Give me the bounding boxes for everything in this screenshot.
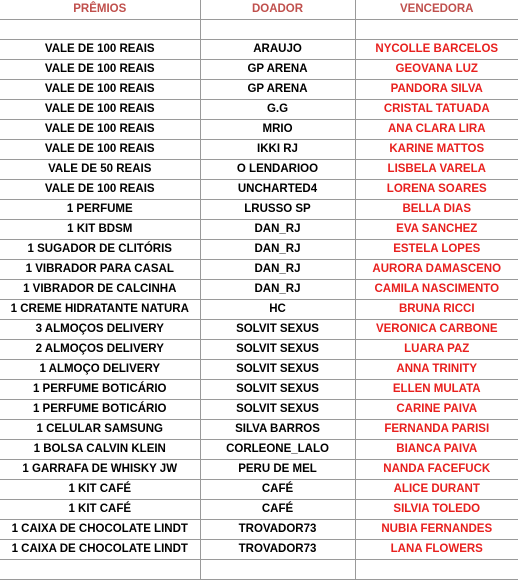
- premio-cell[interactable]: 1 CREME HIDRATANTE NATURA: [0, 299, 200, 319]
- header-premios[interactable]: PRÊMIOS: [0, 0, 200, 19]
- blank-row: [0, 559, 518, 579]
- table-row: [0, 339, 518, 359]
- doador-cell[interactable]: CORLEONE_LALO: [200, 439, 355, 459]
- vencedora-cell[interactable]: LUARA PAZ: [355, 339, 518, 359]
- doador-cell[interactable]: SILVA BARROS: [200, 419, 355, 439]
- vencedora-cell[interactable]: NUBIA FERNANDES: [355, 519, 518, 539]
- table-row: [0, 159, 518, 179]
- doador-cell[interactable]: SOLVIT SEXUS: [200, 359, 355, 379]
- premio-cell[interactable]: 1 KIT BDSM: [0, 219, 200, 239]
- premio-cell[interactable]: VALE DE 50 REAIS: [0, 159, 200, 179]
- premio-cell[interactable]: 1 VIBRADOR DE CALCINHA: [0, 279, 200, 299]
- table-body: [0, 19, 518, 579]
- doador-cell[interactable]: DAN_RJ: [200, 259, 355, 279]
- table-row: [0, 139, 518, 159]
- doador-cell[interactable]: CAFÉ: [200, 499, 355, 519]
- premio-cell[interactable]: VALE DE 100 REAIS: [0, 119, 200, 139]
- vencedora-cell[interactable]: BRUNA RICCI: [355, 299, 518, 319]
- blank-cell[interactable]: [355, 559, 518, 579]
- table-row: [0, 59, 518, 79]
- premio-cell[interactable]: 1 GARRAFA DE WHISKY JW: [0, 459, 200, 479]
- premio-cell[interactable]: 1 CAIXA DE CHOCOLATE LINDT: [0, 539, 200, 559]
- premio-cell[interactable]: VALE DE 100 REAIS: [0, 39, 200, 59]
- vencedora-cell[interactable]: KARINE MATTOS: [355, 139, 518, 159]
- vencedora-cell[interactable]: NANDA FACEFUCK: [355, 459, 518, 479]
- vencedora-cell[interactable]: VERONICA CARBONE: [355, 319, 518, 339]
- doador-cell[interactable]: ARAUJO: [200, 39, 355, 59]
- vencedora-cell[interactable]: FERNANDA PARISI: [355, 419, 518, 439]
- vencedora-cell[interactable]: CAMILA NASCIMENTO: [355, 279, 518, 299]
- premio-cell[interactable]: 2 ALMOÇOS DELIVERY: [0, 339, 200, 359]
- table-row: [0, 479, 518, 499]
- blank-row: [0, 19, 518, 39]
- vencedora-cell[interactable]: EVA SANCHEZ: [355, 219, 518, 239]
- table-row: [0, 199, 518, 219]
- table-row: [0, 439, 518, 459]
- doador-cell[interactable]: LRUSSO SP: [200, 199, 355, 219]
- table-row: [0, 319, 518, 339]
- header-row: [0, 0, 518, 19]
- vencedora-cell[interactable]: GEOVANA LUZ: [355, 59, 518, 79]
- doador-cell[interactable]: DAN_RJ: [200, 239, 355, 259]
- vencedora-cell[interactable]: BELLA DIAS: [355, 199, 518, 219]
- premio-cell[interactable]: 1 PERFUME: [0, 199, 200, 219]
- table-row: [0, 399, 518, 419]
- doador-cell[interactable]: DAN_RJ: [200, 219, 355, 239]
- table-row: [0, 119, 518, 139]
- vencedora-cell[interactable]: AURORA DAMASCENO: [355, 259, 518, 279]
- doador-cell[interactable]: TROVADOR73: [200, 519, 355, 539]
- premio-cell[interactable]: 1 BOLSA CALVIN KLEIN: [0, 439, 200, 459]
- premio-cell[interactable]: 1 PERFUME BOTICÁRIO: [0, 399, 200, 419]
- vencedora-cell[interactable]: ANNA TRINITY: [355, 359, 518, 379]
- blank-cell[interactable]: [200, 19, 355, 39]
- doador-cell[interactable]: CAFÉ: [200, 479, 355, 499]
- table-row: [0, 279, 518, 299]
- doador-cell[interactable]: GP ARENA: [200, 79, 355, 99]
- doador-cell[interactable]: TROVADOR73: [200, 539, 355, 559]
- vencedora-cell[interactable]: BIANCA PAIVA: [355, 439, 518, 459]
- doador-cell[interactable]: IKKI RJ: [200, 139, 355, 159]
- header-doador[interactable]: DOADOR: [200, 0, 355, 19]
- vencedora-cell[interactable]: CRISTAL TATUADA: [355, 99, 518, 119]
- vencedora-cell[interactable]: NYCOLLE BARCELOS: [355, 39, 518, 59]
- doador-cell[interactable]: MRIO: [200, 119, 355, 139]
- premio-cell[interactable]: VALE DE 100 REAIS: [0, 99, 200, 119]
- table-row: [0, 459, 518, 479]
- premio-cell[interactable]: 1 CAIXA DE CHOCOLATE LINDT: [0, 519, 200, 539]
- blank-cell[interactable]: [355, 19, 518, 39]
- doador-cell[interactable]: G.G: [200, 99, 355, 119]
- vencedora-cell[interactable]: LORENA SOARES: [355, 179, 518, 199]
- vencedora-cell[interactable]: LANA FLOWERS: [355, 539, 518, 559]
- table-row: [0, 39, 518, 59]
- blank-cell[interactable]: [200, 559, 355, 579]
- doador-cell[interactable]: GP ARENA: [200, 59, 355, 79]
- premio-cell[interactable]: VALE DE 100 REAIS: [0, 79, 200, 99]
- doador-cell[interactable]: HC: [200, 299, 355, 319]
- vencedora-cell[interactable]: PANDORA SILVA: [355, 79, 518, 99]
- doador-cell[interactable]: O LENDARIOO: [200, 159, 355, 179]
- table-row: [0, 299, 518, 319]
- vencedora-cell[interactable]: ALICE DURANT: [355, 479, 518, 499]
- doador-cell[interactable]: SOLVIT SEXUS: [200, 399, 355, 419]
- premio-cell[interactable]: VALE DE 100 REAIS: [0, 59, 200, 79]
- vencedora-cell[interactable]: ANA CLARA LIRA: [355, 119, 518, 139]
- table-row: [0, 379, 518, 399]
- table-row: [0, 239, 518, 259]
- doador-cell[interactable]: DAN_RJ: [200, 279, 355, 299]
- doador-cell[interactable]: UNCHARTED4: [200, 179, 355, 199]
- doador-cell[interactable]: SOLVIT SEXUS: [200, 379, 355, 399]
- table-row: [0, 99, 518, 119]
- vencedora-cell[interactable]: ELLEN MULATA: [355, 379, 518, 399]
- table-row: [0, 219, 518, 239]
- doador-cell[interactable]: SOLVIT SEXUS: [200, 339, 355, 359]
- premio-cell[interactable]: VALE DE 100 REAIS: [0, 139, 200, 159]
- blank-cell[interactable]: [0, 559, 200, 579]
- table-row: [0, 79, 518, 99]
- premio-cell[interactable]: 1 CELULAR SAMSUNG: [0, 419, 200, 439]
- table-row: [0, 359, 518, 379]
- doador-cell[interactable]: PERU DE MEL: [200, 459, 355, 479]
- premio-cell[interactable]: 1 VIBRADOR PARA CASAL: [0, 259, 200, 279]
- table-row: [0, 179, 518, 199]
- premio-cell[interactable]: 3 ALMOÇOS DELIVERY: [0, 319, 200, 339]
- vencedora-cell[interactable]: SILVIA TOLEDO: [355, 499, 518, 519]
- table-row: [0, 419, 518, 439]
- vencedora-cell[interactable]: CARINE PAIVA: [355, 399, 518, 419]
- premio-cell[interactable]: 1 KIT CAFÉ: [0, 499, 200, 519]
- table-row: [0, 259, 518, 279]
- premio-cell[interactable]: 1 KIT CAFÉ: [0, 479, 200, 499]
- premio-cell[interactable]: VALE DE 100 REAIS: [0, 179, 200, 199]
- premio-cell[interactable]: 1 PERFUME BOTICÁRIO: [0, 379, 200, 399]
- table-row: [0, 519, 518, 539]
- blank-cell[interactable]: [0, 19, 200, 39]
- vencedora-cell[interactable]: LISBELA VARELA: [355, 159, 518, 179]
- header-vencedora[interactable]: VENCEDORA: [355, 0, 518, 19]
- premio-cell[interactable]: 1 ALMOÇO DELIVERY: [0, 359, 200, 379]
- table-row: [0, 539, 518, 559]
- vencedora-cell[interactable]: ESTELA LOPES: [355, 239, 518, 259]
- doador-cell[interactable]: SOLVIT SEXUS: [200, 319, 355, 339]
- premio-cell[interactable]: 1 SUGADOR DE CLITÓRIS: [0, 239, 200, 259]
- table-row: [0, 499, 518, 519]
